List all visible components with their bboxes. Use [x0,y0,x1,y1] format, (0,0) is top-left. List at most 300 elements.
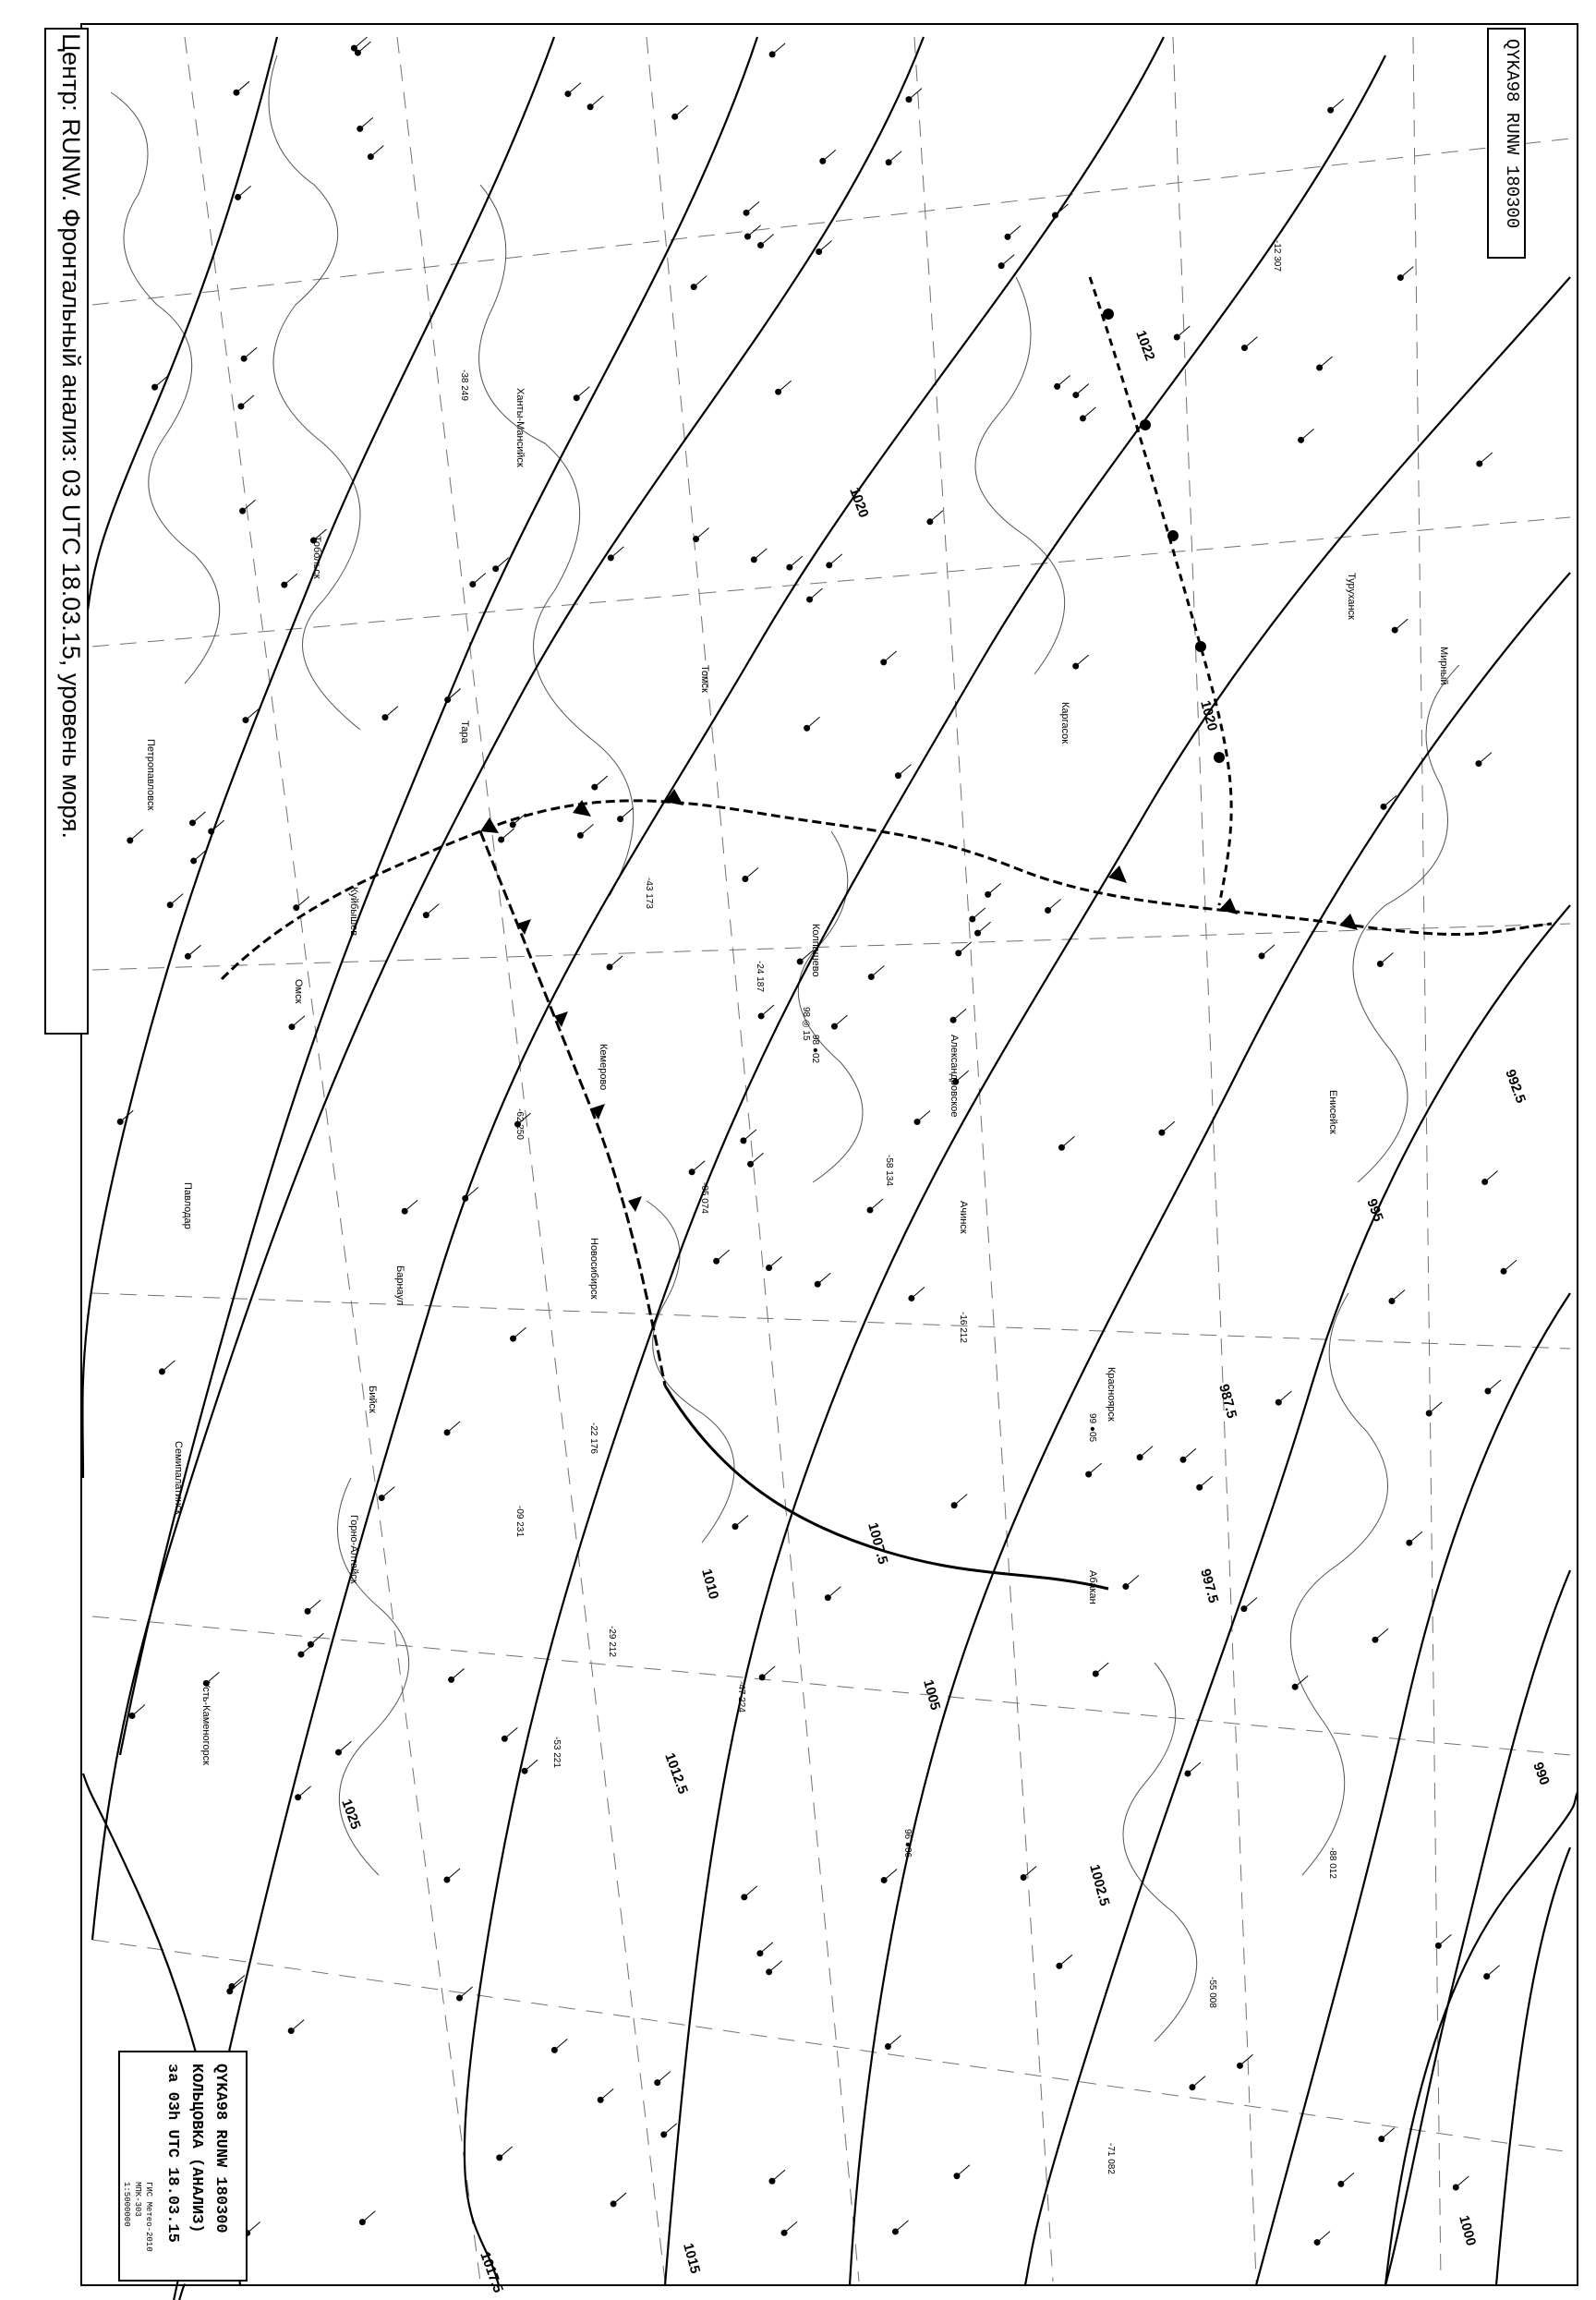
station-plot [574,387,590,402]
wind-barb [829,554,842,565]
wind-barb [1140,1447,1153,1458]
station-plot [1435,1934,1452,1949]
wind-barb [1059,1955,1072,1966]
wind-barb [502,829,514,840]
station-plot [1397,267,1414,282]
isobar-label: 992.5 [1502,1067,1530,1106]
wind-barb [772,2170,785,2181]
wind-barb [762,1666,775,1677]
station-plot [1501,1260,1517,1275]
wind-barb [613,2193,626,2204]
wind-barb [291,2020,304,2031]
wind-barb [554,2039,567,2050]
city-label: Тобольск [311,536,322,579]
wind-barb [959,942,972,953]
isobars [82,37,1578,2300]
station-plot [1085,1463,1102,1478]
station-plot [758,1005,775,1020]
city-label: Ачинск [958,1201,969,1234]
station-plot [510,1327,526,1342]
station-plot [381,707,398,721]
station-plot [308,1633,324,1648]
station-plot [905,89,922,103]
city-label: Мирный [1438,647,1449,685]
station-plot [1481,1171,1498,1186]
station-plot [1072,655,1089,670]
wind-barb [658,2072,671,2083]
station-plot [740,1130,756,1144]
wind-barb [930,511,943,522]
station-plot [469,573,486,587]
station-plot [577,824,594,839]
wind-barb [769,1961,782,1972]
wind-barb [807,717,820,728]
wind-barb [1479,753,1492,764]
station-plot [1426,1402,1443,1417]
isobar-label: 1022 [1132,328,1158,363]
station-plot [998,255,1015,270]
station-plot [159,1361,175,1375]
station-plot [1158,1121,1175,1136]
station-plot [804,717,820,732]
station-value: -24 187 [755,961,765,992]
wind-barb [1331,99,1344,110]
station-plot [335,1741,352,1756]
station-plot [1484,1380,1501,1395]
wind-barb [760,1943,773,1954]
header-code: QYKA98 RUNW 180300 [1502,39,1522,229]
wind-barb [988,883,1001,894]
station-value: -47 224 [736,1681,746,1713]
station-plot [819,150,836,164]
isobar-label: 1007.5 [864,1520,891,1567]
station-plot [781,2221,798,2236]
wind-barb [1008,225,1021,236]
station-plot [1196,1476,1213,1491]
wind-barb [244,347,257,358]
wind-barb [973,908,985,919]
wind-barb [819,240,832,251]
wind-barb [193,812,206,823]
wind-barb [1400,267,1413,278]
wind-barb [130,829,143,841]
station-plot [1388,1290,1405,1305]
station-plot [288,2020,305,2035]
isobar-label: 995 [1363,1196,1386,1224]
stamp-line-2: КОЛЬЦОВКА (АНАЛИЗ) [187,2064,205,2233]
station-plot [732,1516,749,1531]
station-value: -43 173 [644,878,654,909]
city-label: Каргасок [1059,702,1070,744]
wind-barb [447,1869,460,1880]
station-value: -05 074 [699,1182,709,1214]
wind-barb [362,2211,375,2222]
city-label: Усть-Каменогорск [200,1681,212,1765]
station-plot [826,554,842,569]
station-plot [448,1668,465,1683]
wind-barb [692,1161,705,1172]
station-plot [1475,753,1492,768]
station-plot [660,2124,677,2138]
station-plot [766,1257,782,1272]
station-plot [1179,1448,1196,1463]
station-value: -29 212 [607,1626,617,1657]
front-triangles [480,789,1358,1212]
wind-barb [912,1287,925,1298]
city-label: Барнаул [394,1265,405,1306]
wind-barb [884,1869,897,1880]
wind-barb [810,588,823,599]
wind-barb [884,651,897,662]
station-plot [713,1250,730,1265]
station-value: 98 ●02 [810,1035,820,1064]
station-value: -71 082 [1106,2143,1116,2174]
wind-barb [1392,1290,1405,1301]
station-plot [689,1161,706,1176]
isobar-label: 1015 [680,2241,704,2276]
wind-barb [241,395,254,406]
isobar-label: 1012.5 [661,1750,691,1797]
station-plot [868,966,885,981]
wind-barb [1375,1628,1388,1640]
station-plot [1392,619,1409,634]
wind-barb [514,1327,526,1338]
wind-barb [284,574,297,585]
station-plot [895,765,912,780]
city-label: Александровское [949,1035,960,1118]
station-plot [1241,337,1258,352]
station-plot [402,1200,418,1215]
wind-barb [162,1361,175,1372]
wind-barb [447,1422,460,1433]
wind-barb [888,2035,901,2046]
station-plot [950,1009,967,1023]
station-plot [233,81,248,95]
stamp-box [118,2051,248,2282]
station-plot [444,1422,461,1436]
isobar-label: 987.5 [1215,1382,1240,1421]
station-plot [892,2221,909,2235]
station-plot [831,1015,848,1030]
station-plot [235,186,251,200]
station-plot [985,883,1001,898]
isobar-labels [338,329,1553,2295]
station-plot [786,556,803,571]
wind-barb [895,2221,908,2232]
stamp-line-4: ГИС Метео-2010 [144,2182,153,2252]
wind-barb [381,1487,394,1498]
station-value: -12 307 [1272,240,1282,272]
station-plot [741,1886,756,1901]
city-label: Ханты-Мансийск [514,388,526,467]
station-plot [926,511,943,526]
isobar-label: 990 [1530,1760,1553,1787]
station-value: -88 012 [1327,1847,1337,1879]
wind-barb [568,83,581,94]
geography [111,55,1459,2041]
wind-barb [170,894,183,905]
wind-barb [694,276,707,287]
city-label: Горно-Алтайск [348,1515,359,1584]
station-plot [305,1600,321,1615]
station-plots [117,37,1517,2246]
wind-barb [871,966,884,977]
wind-barb [452,1668,465,1679]
station-plot [671,105,688,119]
wind-barb [717,1250,730,1261]
wind-barb [1429,1402,1442,1413]
wind-barb [1278,1391,1291,1402]
wind-barb [360,117,373,128]
station-plot [951,1495,968,1509]
wind-barb [212,820,224,831]
station-plot [756,1943,773,1957]
wind-barb [576,387,589,398]
wind-barb [1076,655,1089,666]
station-value: -62 250 [514,1108,525,1140]
station-plot [1298,429,1314,443]
warm-front [480,831,665,1386]
station-plot [1072,384,1089,399]
station-value: -38 249 [459,369,469,401]
station-value: -53 221 [551,1737,562,1768]
station-plot [768,2170,785,2185]
wind-barb [1438,1934,1451,1945]
station-plot [1052,204,1069,219]
station-plot [742,868,758,883]
wind-barb [909,89,922,100]
station-plot [1378,2128,1395,2143]
station-plot [908,1287,925,1301]
wind-barb [238,186,251,197]
wind-barb [590,96,603,107]
station-plot [587,96,604,111]
station-plot [551,2039,568,2053]
station-plot [498,829,514,843]
station-plot [368,146,384,161]
station-plot [880,651,897,666]
wind-barb [1341,2173,1354,2184]
wind-barb [525,1760,538,1771]
wind-barb [761,235,774,246]
stamp-line-3: за 03h UTC 18.03.15 [163,2064,181,2243]
station-value: -09 231 [514,1506,525,1537]
city-label: Томск [699,665,710,693]
wind-barb [953,1009,966,1020]
station-value: 98 ◎ 15 [801,1007,811,1041]
station-plot [379,1487,395,1502]
wind-barb [745,868,758,879]
wind-barb [292,1016,305,1027]
wind-barb [370,146,383,157]
station-plot [444,689,461,704]
wind-barb [957,2165,970,2176]
station-plot [288,1016,305,1031]
station-plot [806,588,823,603]
station-plot [885,2035,901,2050]
wind-barb [744,1886,757,1897]
stamp-line-1: QYKA98 RUNW 180300 [212,2064,229,2233]
isobar-label: 1010 [698,1567,722,1602]
station-plot [617,808,634,823]
wind-barb [385,707,398,718]
station-plot [1337,2173,1354,2187]
wind-barb [1487,1966,1500,1977]
isobar-label: 997.5 [1197,1567,1222,1605]
station-plot [1406,1531,1422,1546]
station-value: 96 ●06 [902,1829,913,1858]
wind-barb [1001,255,1014,266]
station-plot [759,1666,776,1681]
wind-barb [600,2088,613,2100]
station-plot [1189,2076,1205,2091]
station-plot [974,922,991,937]
station-plot [456,1987,473,2002]
station-plot [293,897,309,912]
city-label: Енисейск [1327,1090,1338,1134]
city-label: Омск [293,979,304,1004]
wind-barb [621,808,634,819]
station-plot [1004,225,1021,240]
wind-barb [310,1633,323,1644]
wind-barb [1192,2076,1205,2088]
station-plot [1240,1598,1257,1613]
station-plot [1093,1663,1109,1677]
station-plot [591,776,608,791]
station-plot [237,395,254,410]
station-plot [744,201,760,216]
wind-barb [1382,2128,1395,2139]
wind-barb [308,1600,320,1611]
wind-barb [248,2221,260,2233]
header-code-box [1487,28,1526,259]
station-plot [1483,1966,1500,1980]
isobar-label: 1025 [338,1797,364,1832]
station-plot [881,1869,898,1883]
wind-barb [954,1495,967,1506]
station-value: -16 212 [958,1312,968,1343]
wind-barb [1488,1380,1501,1391]
wind-barb [1126,1576,1139,1587]
station-plot [598,2088,614,2103]
wind-barb [298,1786,311,1798]
stamp-line-5: МПК-303 [133,2182,142,2217]
station-plot [1080,407,1096,422]
city-label: Абакан [1087,1570,1098,1604]
city-label: Куйбышев [348,887,359,937]
wind-barb [823,150,836,161]
wind-barb [611,547,623,558]
wind-barb [1485,1171,1498,1182]
wind-barb [1200,1476,1213,1487]
station-plot [1054,375,1070,390]
map-frame [81,24,1578,2285]
station-plot [1045,899,1061,914]
city-label: Кемерово [598,1044,609,1091]
wind-barb [1183,1448,1196,1459]
station-plot [281,574,297,588]
station-plot [744,225,761,240]
station-plot [502,1727,518,1742]
wind-barb [744,1130,756,1141]
wind-barb [746,201,759,212]
city-label: Семипалатинск [173,1441,184,1515]
station-plot [693,527,709,542]
wind-barb [1380,952,1393,963]
wind-barb [834,1015,847,1026]
station-plot [1314,2232,1331,2246]
wind-barb [898,765,911,776]
station-plot [1276,1391,1292,1406]
station-plot [241,347,258,362]
station-value: -58 134 [884,1155,894,1186]
fronts [222,277,1552,1589]
wind-barb [1239,2054,1252,2065]
wind-barb [1095,1663,1108,1674]
wind-barb [761,1005,774,1016]
station-plot [1327,99,1344,114]
station-plot [867,1199,884,1214]
wind-barb [1262,945,1275,956]
station-plot [496,2147,513,2161]
station-plot [1056,1955,1072,1969]
station-plot [607,956,623,971]
station-plot [1377,952,1394,967]
wind-barb [779,381,792,392]
station-plot [775,381,792,395]
wind-barb [187,945,200,956]
wind-barb [500,2147,513,2158]
station-plot [751,549,768,563]
wind-barb [784,2221,797,2233]
wind-barb [1504,1260,1517,1271]
wind-barb [889,151,901,163]
station-plot [167,894,184,909]
wind-barb [1456,2176,1469,2187]
station-plot [295,1786,311,1801]
station-plot [815,1273,831,1288]
station-plot [1137,1447,1154,1461]
station-plot [351,37,368,52]
wind-barb [828,1587,840,1598]
station-plot [1476,453,1493,467]
station-plot [1122,1576,1139,1591]
city-label: Новосибирск [588,1238,599,1300]
station-plot [691,276,707,291]
station-plot [1058,1136,1075,1151]
city-label: Петропавловск [145,739,156,811]
station-plot [189,812,206,827]
station-plot [953,2165,970,2180]
station-plot [825,1587,841,1602]
city-label: Туруханск [1346,573,1357,620]
wind-barb [1058,375,1070,386]
station-value: -55 008 [1207,1977,1217,2008]
wind-barb [339,1741,352,1752]
wind-barb [243,500,256,511]
station-plot [1292,1676,1309,1690]
station-plot [443,1869,460,1883]
wind-barb [610,956,623,967]
wind-barb [917,1111,930,1122]
title-box [44,28,89,1035]
station-plot [1237,2054,1253,2069]
wind-barb [772,43,785,54]
wind-barb [232,1976,245,1987]
station-plot [1372,1628,1388,1643]
station-plot [766,1961,782,1976]
occluded-front [1090,277,1231,905]
